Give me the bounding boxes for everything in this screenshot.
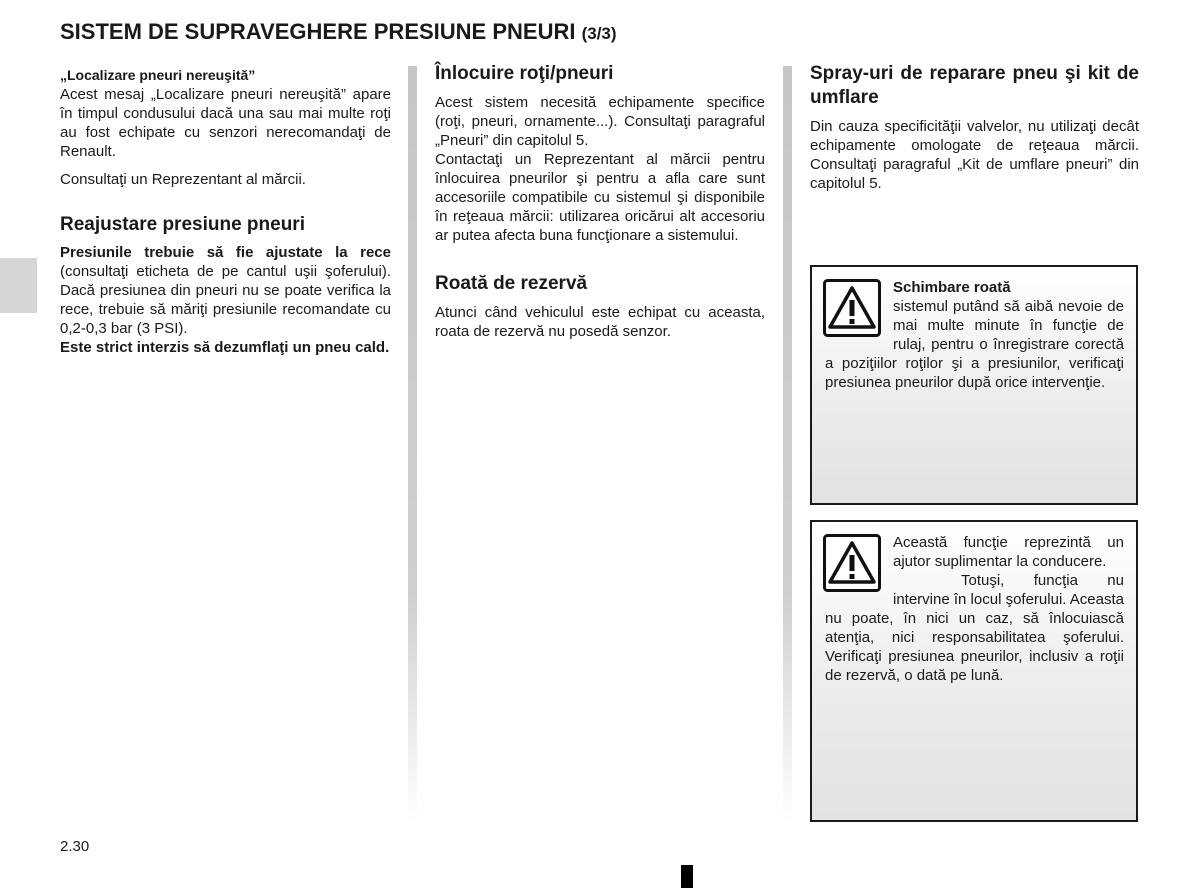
heading-roata-rezerva: Roată de rezervă	[435, 273, 588, 294]
warning-1-title: Schimbare roată	[893, 279, 1011, 296]
page-edge-marker	[681, 865, 693, 888]
paragraph-localizare: Acest mesaj „Localizare pneuri nereuşită” apare în timpul condusului dacă una sau mai multe roţi au fost echipate cu senzori nerecomandaţi de Renault.	[60, 86, 391, 160]
warning-2-body-2: Totuşi, funcţia nu intervine în locul şoferului. Aceasta nu poate, în nici un caz, să înlocuiască atenţia, nici responsabilitatea şoferului. Verificaţi presiunea pneurilor, inclusiv a roţii de rezervă, o dată pe lună.	[825, 572, 1124, 684]
paragraph-spray: Din cauza specificităţii valvelor, nu utilizaţi decât echipamente omologate de reţeaua mărcii. Consultaţi paragraful „Kit de umflare pneuri” din capitolul 5.	[810, 118, 1139, 192]
warning-2-text	[825, 533, 1124, 685]
paragraph-sistem: Acest sistem necesită echipamente specifice (roţi, pneuri, ornamente...). Consultaţi paragraful „Pneuri” din capitolul 5.	[435, 94, 765, 149]
page-number: 2.30	[60, 838, 90, 855]
page-title-text: SISTEM DE SUPRAVEGHERE PRESIUNE PNEURI	[60, 19, 576, 44]
warning-1-text	[825, 278, 1124, 392]
heading-spray: Spray-uri de reparare pneu şi kit de umflare	[810, 63, 1139, 108]
page-title-suffix: (3/3)	[581, 24, 617, 43]
chapter-side-tab	[0, 258, 37, 313]
heading-reajustare: Reajustare presiune pneuri	[60, 214, 305, 235]
column-right	[810, 62, 1139, 193]
paragraph-roata-rezerva: Atunci când vehiculul este echipat cu aceasta, roata de rezervă nu posedă senzor.	[435, 304, 765, 340]
paragraph-interzis: Este strict interzis să dezumflaţi un pneu cald.	[60, 339, 390, 356]
warning-box-schimbare-roata	[810, 265, 1138, 505]
paragraph-consultati: Consultaţi un Reprezentant al mărcii.	[60, 171, 306, 188]
page-title	[60, 19, 617, 45]
column-left	[60, 66, 391, 357]
paragraph-contactati: Contactaţi un Reprezentant al mărcii pentru înlocuirea pneurilor şi pentru a afla care sunt accesoriile compatibile cu sistemul şi disponibile în reţeaua mărcii: utilizarea oricărui alt accesoriu ar putea afecta buna funcţionare a sistemului.	[435, 151, 765, 244]
paragraph-presiuni-bold: Presiunile trebuie să fie ajustate la rece	[60, 244, 391, 261]
column-middle	[435, 62, 765, 341]
column-divider-left	[408, 66, 417, 822]
warning-box-ajutor	[810, 520, 1138, 822]
paragraph-presiuni	[60, 243, 391, 338]
warning-1-body: sistemul putând să aibă nevoie de mai multe minute în funcţie de rulaj, pentru o înregistrare corectă a poziţiilor roţilor şi a presiunilor, verificaţi presiunea pneurilor după orice intervenţie.	[825, 298, 1124, 391]
paragraph-presiuni-rest: (consultaţi eticheta de pe cantul uşii şoferului). Dacă presiunea din pneuri nu se poate verifica la rece, trebuie să măriţi presiunile recomandate cu 0,2-0,3 bar (3 PSI).	[60, 263, 391, 337]
heading-inlocuire: Înlocuire roţi/pneuri	[435, 63, 614, 84]
column-divider-right	[783, 66, 792, 822]
warning-2-body-1: Această funcţie reprezintă un ajutor suplimentar la conducere.	[893, 534, 1124, 570]
subhead-localizare: „Localizare pneuri nereuşită”	[60, 67, 256, 83]
